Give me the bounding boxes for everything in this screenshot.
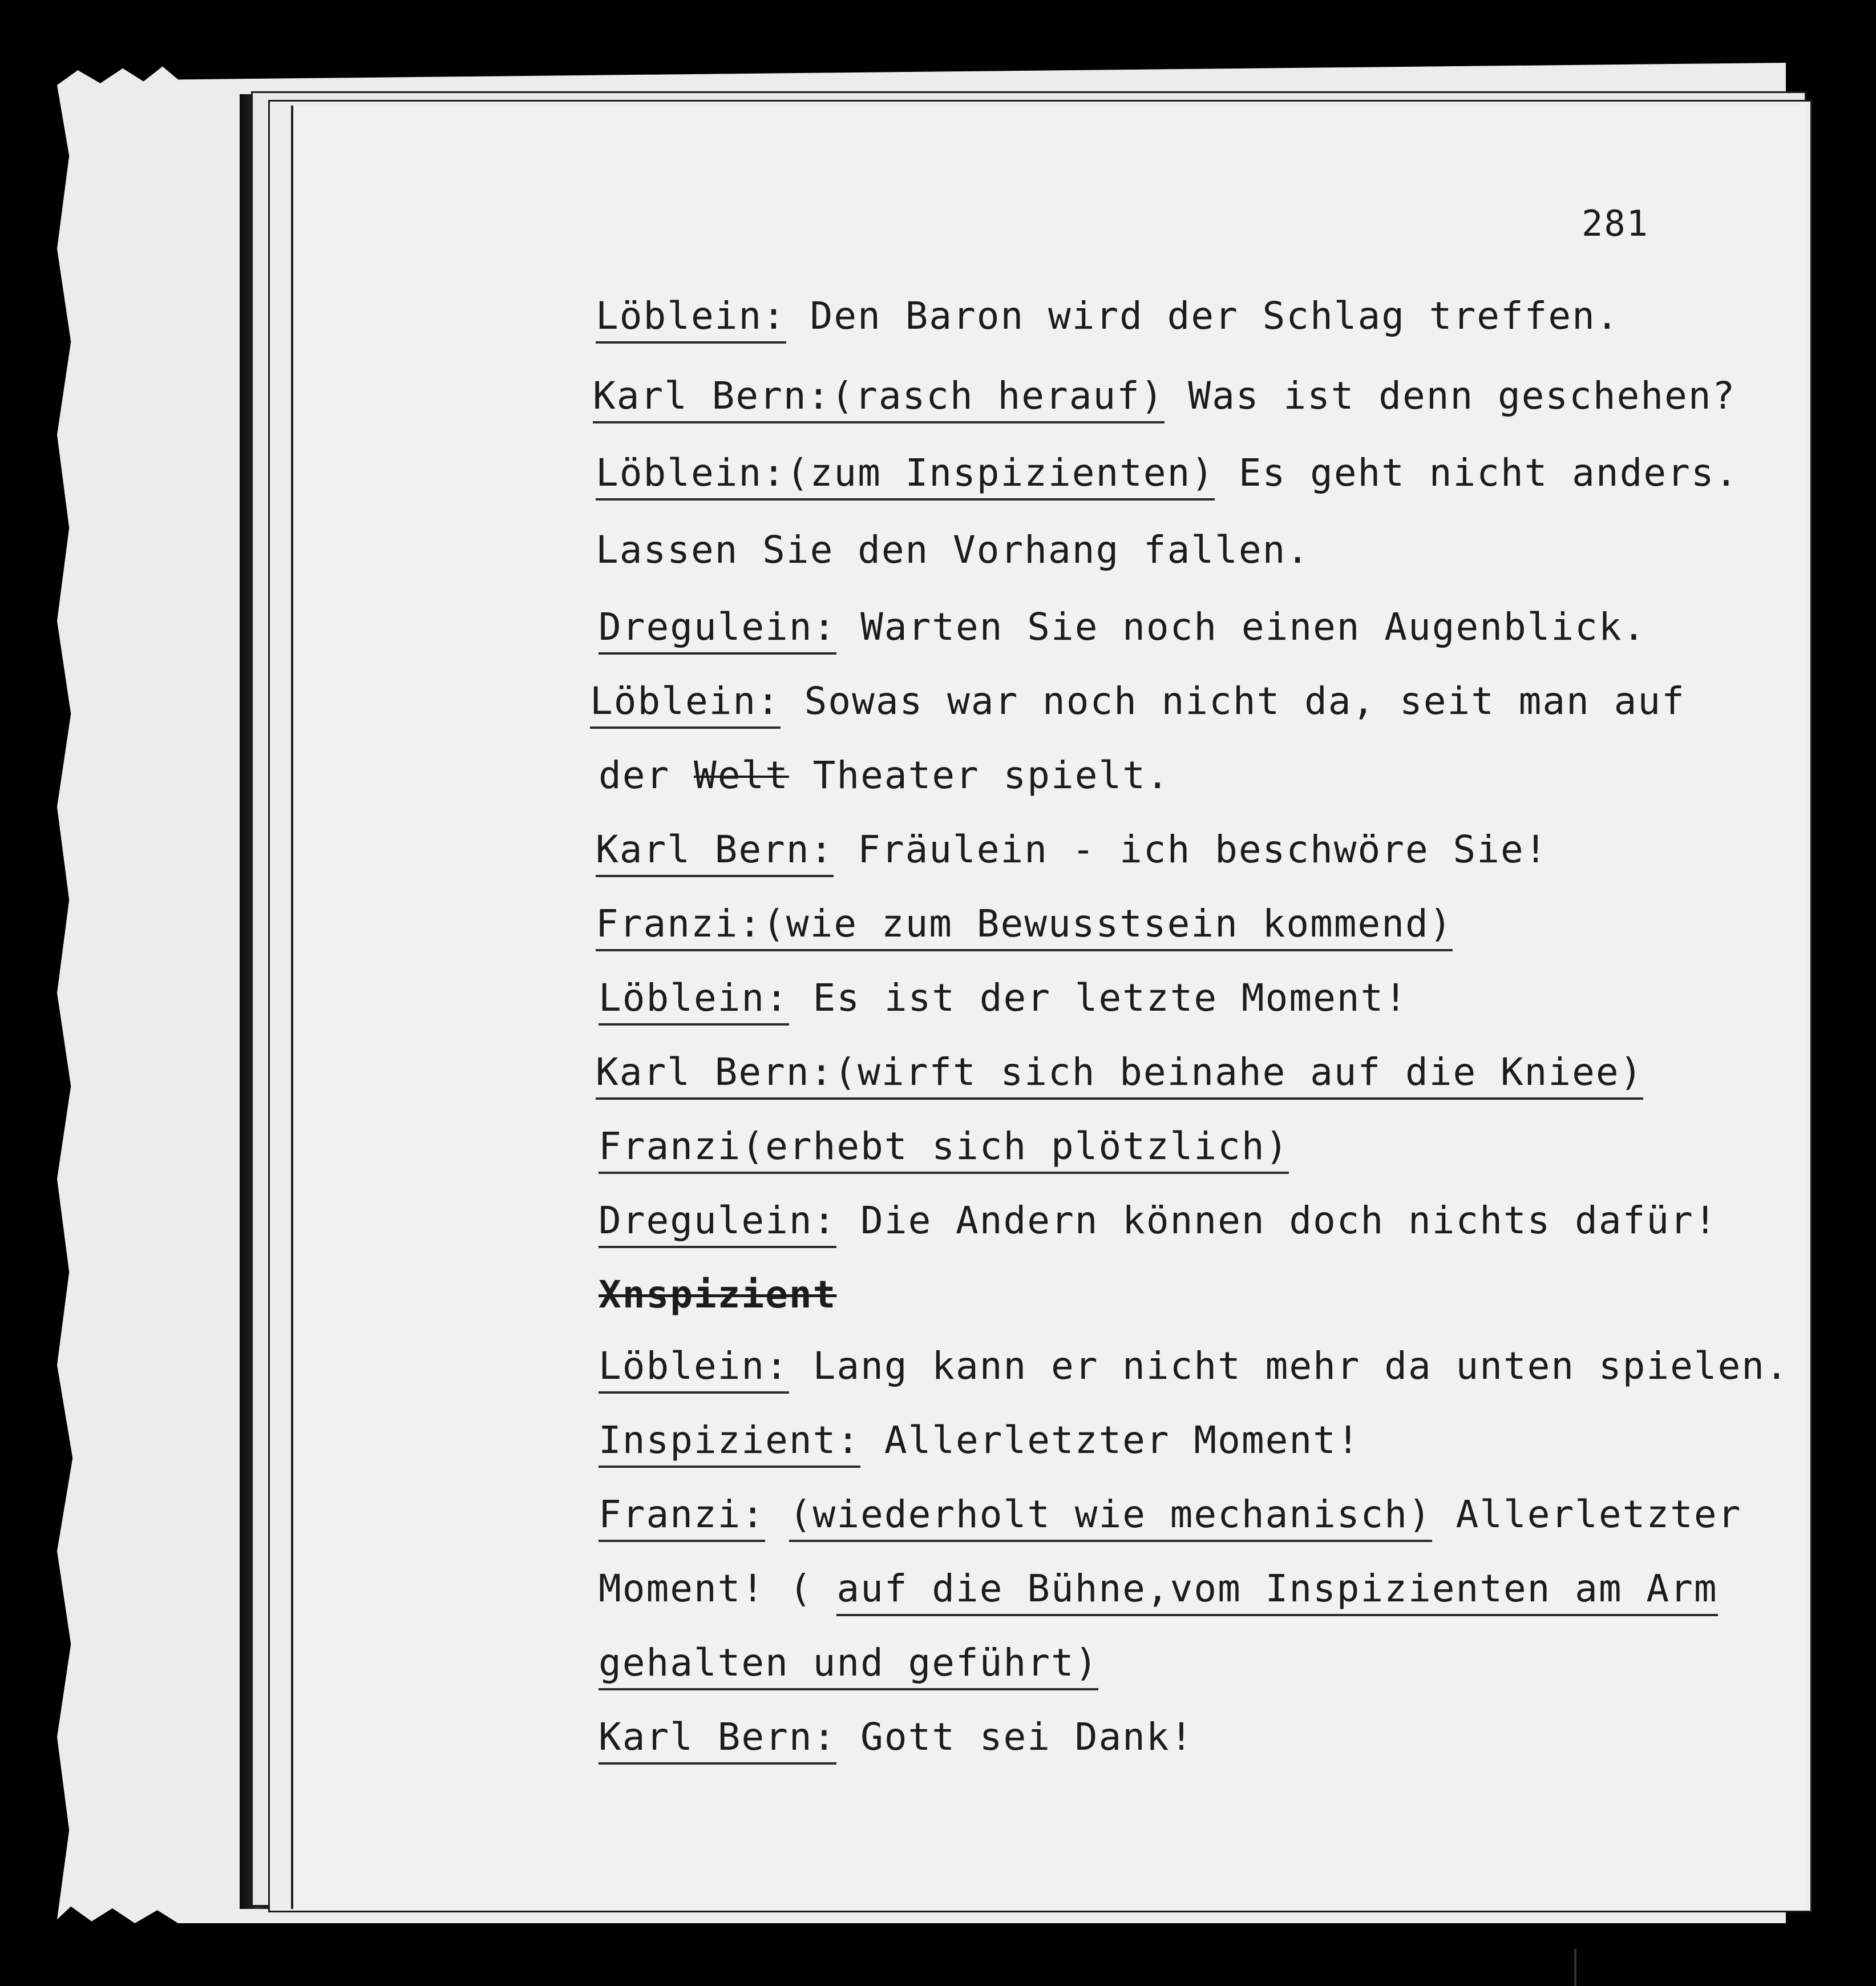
dialogue-text: Lassen Sie den Vorhang fallen. [596,528,1311,572]
speaker-name: Dregulein: [599,605,836,655]
script-line [599,753,1170,797]
stage-direction: gehalten und geführt) [599,1641,1098,1690]
speaker-name: Franzi: [596,902,762,951]
struck-word: Welt [693,753,789,797]
dialogue-text: Es geht nicht anders. [1215,451,1739,495]
speaker-name: Inspizient: [599,1418,860,1468]
script-line [599,1198,1718,1242]
dialogue-text: Die Andern können doch nichts dafür! [836,1198,1718,1242]
speaker-name: Löblein: [590,679,781,729]
stage-direction: (erhebt sich plötzlich) [741,1124,1289,1174]
script-line [599,1124,1289,1168]
dialogue-text: Theater spielt. [789,753,1170,797]
dialogue-text: Warten Sie noch einen Augenblick. [836,605,1647,649]
stage-direction: (wirft sich beinahe auf die Kniee) [834,1050,1643,1100]
script-line [599,1418,1361,1462]
script-line [599,605,1646,649]
dialogue-text: Gott sei Dank! [836,1715,1194,1759]
script-line [599,1492,1741,1536]
crossed-out-word: Xnspizient [599,1273,837,1317]
speaker-name: Löblein: [596,294,786,344]
dialogue-text: der [599,753,694,797]
dialogue-text: Fräulein - ich beschwöre Sie! [834,828,1548,871]
speaker-name: Karl Bern: [596,1050,834,1100]
page-number: 281 [1582,203,1649,244]
typescript-page [291,106,1805,1909]
speaker-name: Franzi [599,1124,741,1174]
speaker-name: Löblein: [599,1344,789,1394]
speaker-name: Dregulein: [599,1198,836,1248]
script-line [590,679,1685,723]
script-line [596,828,1548,871]
speaker-name: Löblein: [596,451,786,500]
stage-direction: (wie zum Bewusstsein kommend) [762,902,1453,951]
script-line [599,976,1408,1020]
speaker-name: Karl Bern: [599,1715,836,1765]
dialogue-text: Sowas war noch nicht da, seit man auf [780,679,1685,723]
script-line [596,528,1310,572]
speaker-name: Löblein: [599,976,789,1026]
script-line [599,1344,1789,1388]
script-line [596,902,1453,946]
script-line [599,1641,1098,1685]
script-line [599,1273,836,1317]
script-line [599,1715,1194,1759]
dialogue-text: Allerletzter Moment! [860,1418,1361,1462]
speaker-name: Franzi: [599,1492,765,1542]
dialogue-text: Den Baron wird der Schlag treffen. [786,294,1620,338]
script-line [593,374,1736,418]
stage-direction: auf die Bühne,vom Inspizienten am Arm [836,1567,1717,1616]
stage-direction: (wiederholt wie mechanisch) [789,1492,1432,1542]
script-line [596,1050,1643,1094]
dialogue-text: Was ist denn geschehen? [1164,374,1736,418]
script-line [599,1567,1718,1610]
speaker-name: Karl Bern: [593,374,831,423]
script-line [596,294,1620,338]
dialogue-text: Moment! ( [599,1567,837,1610]
stage-direction: (rasch herauf) [831,374,1164,423]
speaker-name: Karl Bern: [596,828,834,877]
script-line [596,451,1738,495]
dialogue-text: Allerletzter [1432,1492,1742,1536]
dialogue-text: Es ist der letzte Moment! [789,976,1409,1020]
dialogue-text: Lang kann er nicht mehr da unten spielen. [789,1344,1789,1388]
stage-direction: (zum Inspizienten) [786,451,1215,500]
pencil-mark [1574,1949,1576,1986]
